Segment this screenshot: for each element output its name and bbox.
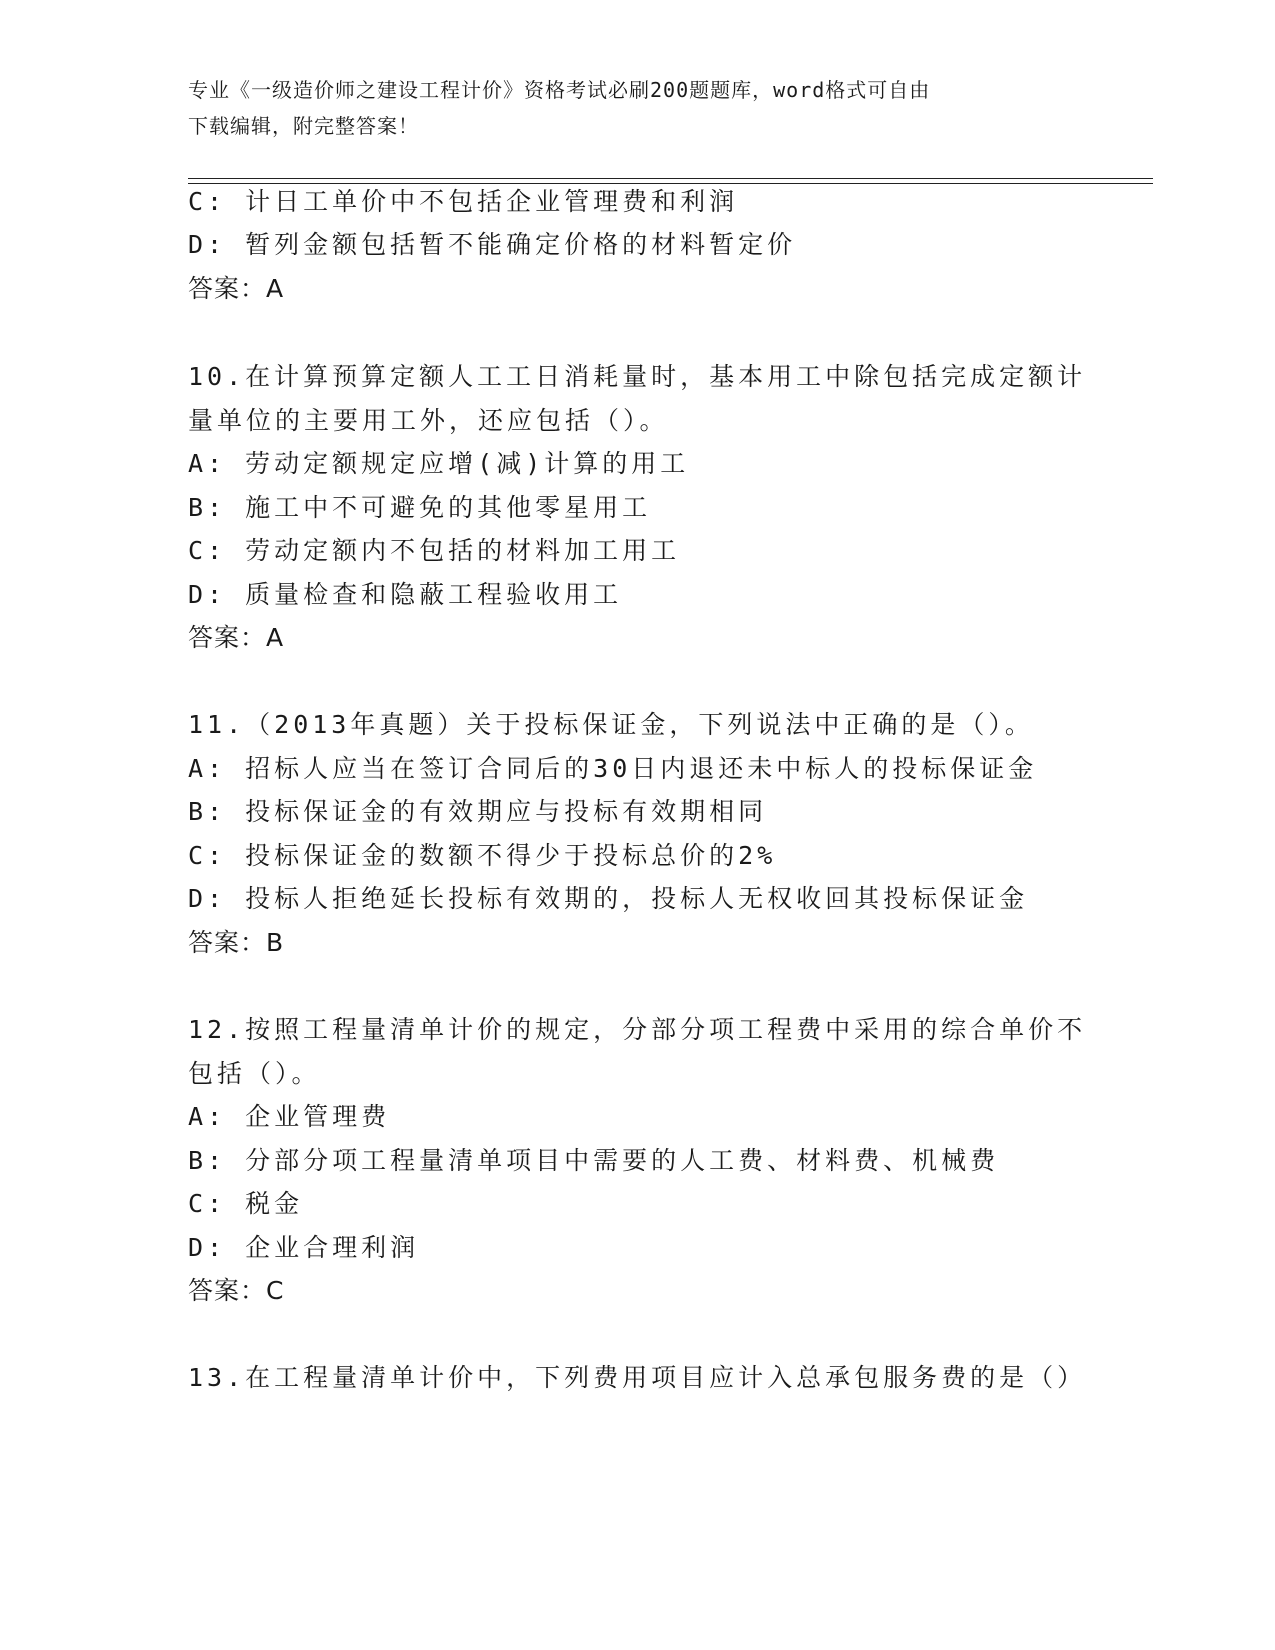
q12-stem-line-1: 12.按照工程量清单计价的规定，分部分项工程费中采用的综合单价不 <box>188 1015 1087 1044</box>
q11-stem-line-1: 11.（2013年真题）关于投标保证金，下列说法中正确的是（）。 <box>188 710 1034 739</box>
q12-option-a: A: 企业管理费 <box>188 1102 391 1131</box>
prev-option-d: D: 暂列金额包括暂不能确定价格的材料暂定价 <box>188 230 797 259</box>
q12-option-b: B: 分部分项工程量清单项目中需要的人工费、材料费、机械费 <box>188 1146 1000 1175</box>
prev-answer: 答案：A <box>188 274 285 303</box>
header-rule-bottom <box>188 183 1153 184</box>
q11-option-a: A: 招标人应当在签订合同后的30日内退还未中标人的投标保证金 <box>188 754 1038 783</box>
header-line-2: 下载编辑，附完整答案！ <box>188 114 419 138</box>
q12-option-c: C: 税金 <box>188 1189 304 1218</box>
q10-option-d: D: 质量检查和隐蔽工程验收用工 <box>188 580 623 609</box>
prev-option-c: C: 计日工单价中不包括企业管理费和利润 <box>188 187 739 216</box>
q12-option-d: D: 企业合理利润 <box>188 1233 420 1262</box>
q11-answer: 答案：B <box>188 928 285 957</box>
q11-option-d: D: 投标人拒绝延长投标有效期的，投标人无权收回其投标保证金 <box>188 884 1029 913</box>
q11-option-b: B: 投标保证金的有效期应与投标有效期相同 <box>188 797 768 826</box>
q12-answer: 答案：C <box>188 1276 285 1305</box>
q10-stem-line-2: 量单位的主要用工外，还应包括（）。 <box>188 406 669 435</box>
header-line-1: 专业《一级造价师之建设工程计价》资格考试必刷200题题库，word格式可自由 <box>188 78 931 102</box>
q13-stem-line-1: 13.在工程量清单计价中，下列费用项目应计入总承包服务费的是（） <box>188 1363 1087 1392</box>
q10-option-a: A: 劳动定额规定应增(减)计算的用工 <box>188 449 690 478</box>
header-rule-top <box>188 178 1153 179</box>
q10-option-b: B: 施工中不可避免的其他零星用工 <box>188 493 652 522</box>
q10-option-c: C: 劳动定额内不包括的材料加工用工 <box>188 536 681 565</box>
q12-stem-line-2: 包括（）。 <box>188 1059 321 1088</box>
document-header <box>188 72 1088 144</box>
q10-stem-line-1: 10.在计算预算定额人工工日消耗量时，基本用工中除包括完成定额计 <box>188 362 1087 391</box>
q10-answer: 答案：A <box>188 623 285 652</box>
q11-option-c: C: 投标保证金的数额不得少于投标总价的2% <box>188 841 777 870</box>
